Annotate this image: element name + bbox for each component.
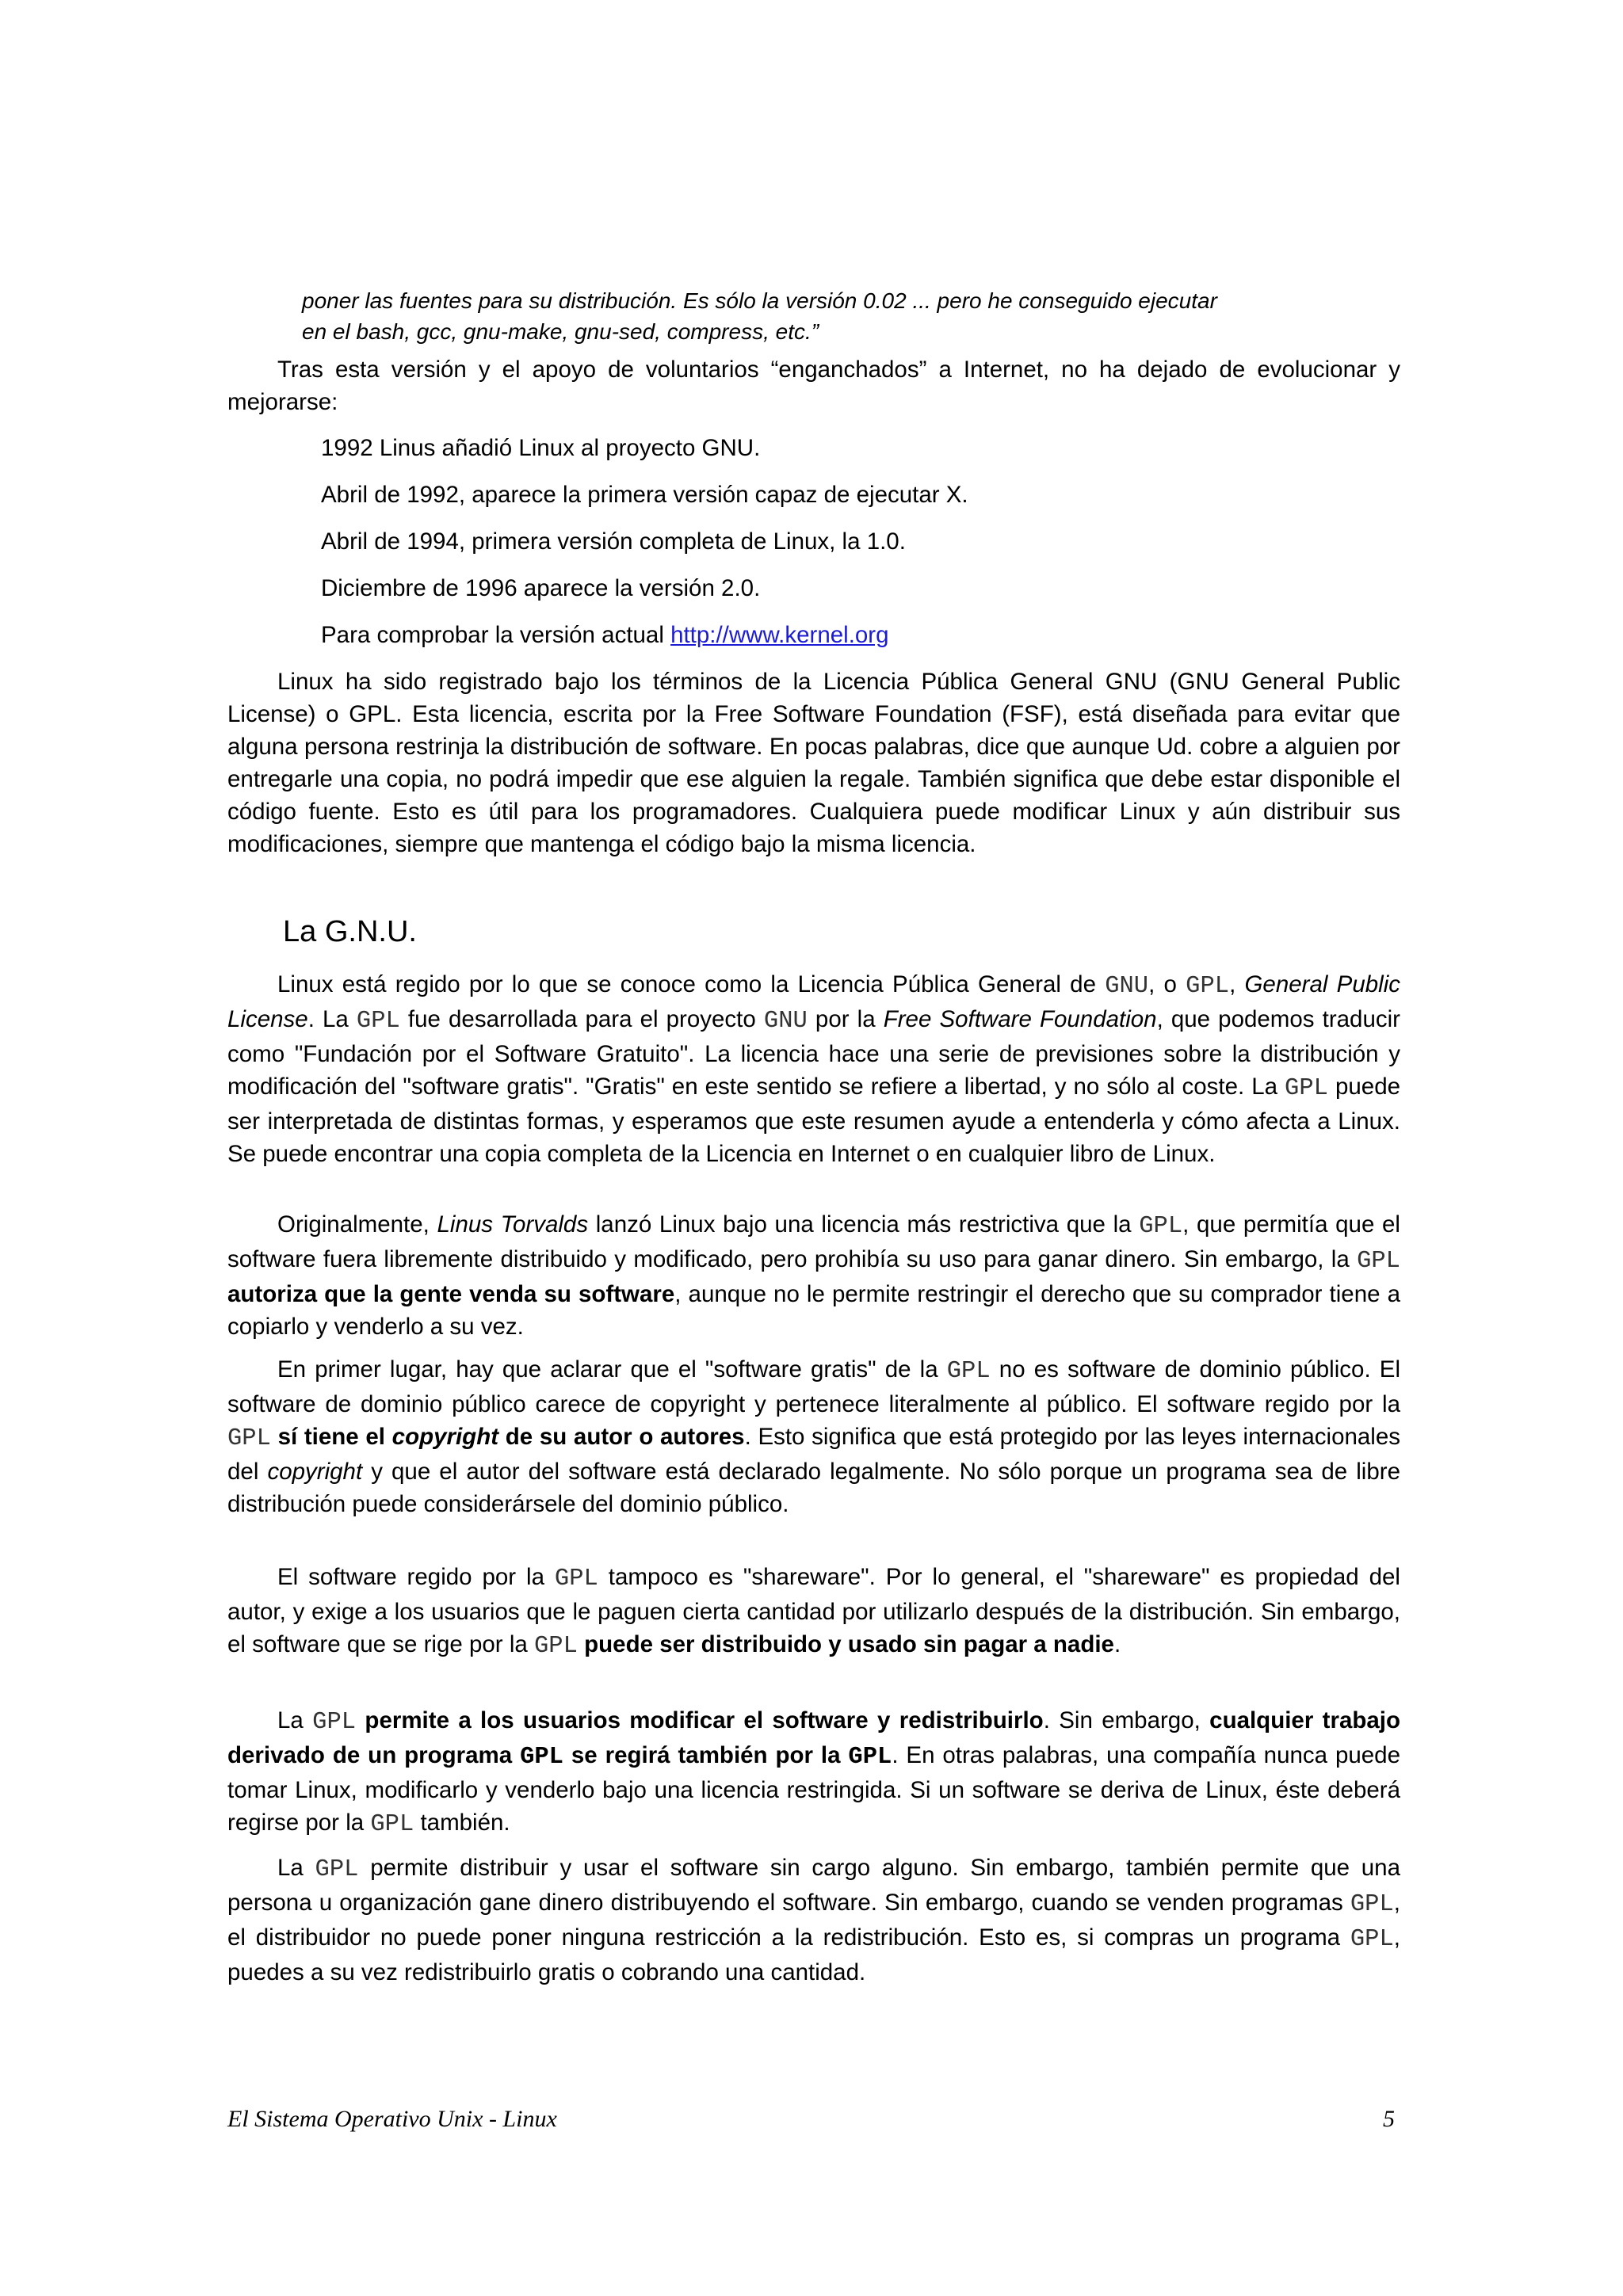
gnu-paragraph-1: Linux está regido por lo que se conoce como la Licencia Pública General de GNU, o GPL, General Public License. La GPL fue desarrollada para el proyecto GNU por la Free Software Foundation, que podemos traducir como "Fundación por el Software Gratuito". La licencia hace una serie de previsiones sobre la distribución y modificación del "software gratis". "Gratis" en este sentido se refiere a libertad, y no sólo al coste. La GPL puede ser interpretada de distintas formas, y esperamos que este resumen ayude a entenderla y cómo afecta a Linux. Se puede encontrar una copia completa de la Licencia en Internet o en cualquier libro de Linux.: [227, 971, 1401, 1167]
intro-paragraph: Tras esta versión y el apoyo de voluntarios “enganchados” a Internet, no ha dejado de evolucionar y mejorarse:: [227, 357, 1400, 415]
timeline-item-1: 1992 Linus añadió Linux al proyecto GNU.: [321, 435, 761, 461]
torvalds-quote: [302, 285, 1348, 347]
license-paragraph-block: [227, 666, 1400, 860]
version-check-line: [321, 619, 889, 651]
version-check-text: Para comprobar la versión actual: [321, 622, 671, 648]
footer-title: El Sistema Operativo Unix - Linux: [227, 2106, 557, 2132]
gnu-paragraph-2: Originalmente, Linus Torvalds lanzó Linux bajo una licencia más restrictiva que la GPL, que permitía que el software fuera libremente distribuido y modificado, pero prohibía su uso para ganar dinero. Sin embargo, la GPL autoriza que la gente venda su software, aunque no le permite restringir el derecho que su comprador tiene a copiarlo y venderlo a su vez.: [227, 1211, 1400, 1340]
gnu-paragraph-2-block: [227, 1208, 1400, 1343]
timeline-item-4: Diciembre de 1996 aparece la versión 2.0.: [321, 575, 761, 601]
kernel-org-link[interactable]: http://www.kernel.org: [670, 622, 889, 648]
quote-line-1: poner las fuentes para su distribución. Es sólo la versión 0.02 ... pero he conseguido ejecutar: [302, 288, 1217, 313]
license-paragraph: Linux ha sido registrado bajo los términos de la Licencia Pública General GNU (GNU General Public License) o GPL. Esta licencia, escrita por la Free Software Foundation (FSF), está diseñada para evitar que alguna persona restrinja la distribución de software. En pocas palabras, dice que aunque Ud. cobre a alguien por entregarle una copia, no podrá impedir que ese alguien la regale. También significa que debe estar disponible el código fuente. Esto es útil para los programadores. Cualquiera puede modificar Linux y aún distribuir sus modificaciones, siempre que mantenga el código bajo la misma licencia.: [227, 669, 1400, 857]
gnu-paragraph-3: En primer lugar, hay que aclarar que el "software gratis" de la GPL no es software de dominio público. El software de dominio público carece de copyright y pertenece literalmente al público. El software regido por la GPL sí tiene el copyright de su autor o autores. Esto significa que está protegido por las leyes internacionales del copyright y que el autor del software está declarado legalmente. No sólo porque un programa sea de libre distribución puede considerársele del dominio público.: [227, 1356, 1400, 1517]
gnu-paragraph-1-block: [227, 968, 1400, 1170]
quote-line-2: en el bash, gcc, gnu-make, gnu-sed, compress, etc.”: [302, 319, 819, 344]
gnu-paragraph-5-block: [227, 1704, 1400, 1841]
gnu-paragraph-3-block: [227, 1353, 1400, 1520]
gnu-paragraph-6-block: [227, 1852, 1400, 1989]
timeline-item-3: Abril de 1994, primera versión completa de Linux, la 1.0.: [321, 528, 906, 555]
gnu-paragraph-5: La GPL permite a los usuarios modificar el software y redistribuirlo. Sin embargo, cualquier trabajo derivado de un programa GPL se regirá también por la GPL. En otras palabras, una compañía nunca puede tomar Linux, modificarlo y venderlo bajo una licencia restringida. Si un software se deriva de Linux, éste deberá regirse por la GPL también.: [227, 1707, 1400, 1838]
section-heading: La G.N.U.: [283, 915, 417, 948]
page-number: 5: [1383, 2106, 1395, 2132]
gnu-paragraph-4: El software regido por la GPL tampoco es "shareware". Por lo general, el "shareware" es propiedad del autor, y exige a los usuarios que le paguen cierta cantidad por utilizarlo después de la distribución. Sin embargo, el software que se rige por la GPL puede ser distribuido y usado sin pagar a nadie.: [227, 1564, 1400, 1660]
gnu-paragraph-4-block: [227, 1561, 1400, 1663]
timeline-item-2: Abril de 1992, aparece la primera versión capaz de ejecutar X.: [321, 482, 968, 508]
gnu-paragraph-6: La GPL permite distribuir y usar el software sin cargo alguno. Sin embargo, también permite que una persona u organización gane dinero distribuyendo el software. Sin embargo, cuando se venden programas GPL, el distribuidor no puede poner ninguna restricción a la redistribución. Esto es, si compras un programa GPL, puedes a su vez redistribuirlo gratis o cobrando una cantidad.: [227, 1855, 1400, 1985]
intro-paragraph-block: [227, 353, 1400, 418]
